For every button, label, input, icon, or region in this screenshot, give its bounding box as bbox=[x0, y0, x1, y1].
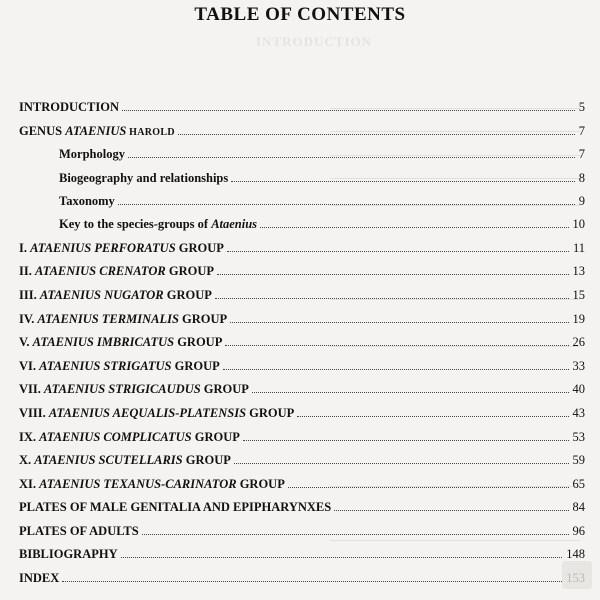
dot-leader bbox=[215, 298, 569, 299]
toc-entry-label: PLATES OF MALE GENITALIA AND EPIPHARYNXES bbox=[19, 500, 332, 515]
dot-leader bbox=[252, 392, 569, 393]
toc-entry-introduction[interactable] bbox=[19, 100, 585, 124]
dot-leader bbox=[225, 345, 568, 346]
toc-entry-label: PLATES OF ADULTS bbox=[19, 523, 139, 538]
toc-page-number: 10 bbox=[572, 217, 585, 232]
toc-entry-genus-ataenius[interactable] bbox=[19, 124, 585, 148]
toc-entry-label: BIBLIOGRAPHY bbox=[19, 547, 118, 562]
toc-page-number: 15 bbox=[572, 287, 585, 302]
toc-page-number: 65 bbox=[572, 476, 585, 491]
toc-entry-label: INDEX bbox=[19, 571, 60, 586]
toc-entry-label: VI. ATAENIUS STRIGATUS GROUP bbox=[19, 358, 220, 373]
toc-page-number: 19 bbox=[572, 311, 585, 326]
toc-page-number: 7 bbox=[578, 123, 585, 138]
show-through-heading: INTRODUCTION bbox=[256, 34, 373, 49]
dot-leader bbox=[178, 134, 575, 135]
dot-leader bbox=[118, 204, 575, 205]
toc-entry-terminalis-group[interactable] bbox=[19, 312, 585, 336]
toc-entry-strigatus-group[interactable] bbox=[19, 359, 585, 383]
toc-page-number: 8 bbox=[578, 170, 585, 185]
toc-entry-label: V. ATAENIUS IMBRICATUS GROUP bbox=[19, 335, 223, 350]
toc-page-number: 148 bbox=[566, 547, 585, 562]
toc-entry-key-species-groups[interactable] bbox=[19, 217, 585, 240]
dot-leader bbox=[227, 251, 569, 252]
watermark-stamp bbox=[562, 561, 592, 589]
toc-entry-label: Key to the species-groups of Ataenius bbox=[59, 217, 258, 232]
dot-leader bbox=[243, 440, 569, 441]
toc-page-number: 84 bbox=[572, 500, 585, 515]
toc-page-number: 53 bbox=[572, 429, 585, 444]
toc-entry-imbricatus-group[interactable] bbox=[19, 335, 585, 359]
table-of-contents bbox=[19, 100, 585, 595]
toc-entry-label: Biogeography and relationships bbox=[59, 170, 229, 185]
toc-entry-label: II. ATAENIUS CRENATOR GROUP bbox=[19, 264, 214, 279]
toc-entry-label: Taxonomy bbox=[59, 193, 115, 208]
toc-entry-label: GENUS ATAENIUS HAROLD bbox=[19, 123, 175, 138]
dot-leader bbox=[230, 322, 568, 323]
dot-leader bbox=[231, 181, 574, 182]
toc-page-number: 13 bbox=[572, 264, 585, 279]
toc-page-number: 9 bbox=[578, 193, 585, 208]
toc-entry-label: IV. ATAENIUS TERMINALIS GROUP bbox=[19, 311, 228, 326]
toc-page-number: 7 bbox=[578, 147, 585, 162]
toc-entry-label: I. ATAENIUS PERFORATUS GROUP bbox=[19, 240, 224, 255]
toc-entry-label: INTRODUCTION bbox=[19, 100, 120, 114]
toc-page-number: 96 bbox=[572, 523, 585, 538]
toc-entry-label: Morphology bbox=[59, 147, 125, 162]
dot-leader bbox=[260, 227, 568, 228]
toc-entry-strigicaudus-group[interactable] bbox=[19, 382, 585, 406]
toc-page-number: 43 bbox=[572, 405, 585, 420]
toc-entry-biogeography[interactable] bbox=[19, 171, 585, 194]
dot-leader bbox=[62, 581, 562, 582]
toc-entry-label: XI. ATAENIUS TEXANUS-CARINATOR GROUP bbox=[19, 476, 285, 491]
page-title: TABLE OF CONTENTS bbox=[194, 4, 406, 25]
toc-page-number: 59 bbox=[572, 453, 585, 468]
dot-leader bbox=[121, 557, 563, 558]
toc-entry-index[interactable] bbox=[19, 571, 585, 595]
toc-page-number: 33 bbox=[572, 358, 585, 373]
toc-entry-complicatus-group[interactable] bbox=[19, 430, 585, 454]
dot-leader bbox=[142, 534, 569, 535]
toc-entry-label: X. ATAENIUS SCUTELLARIS GROUP bbox=[19, 453, 231, 468]
toc-entry-bibliography[interactable] bbox=[19, 547, 585, 571]
toc-entry-texanus-carinator-group[interactable] bbox=[19, 477, 585, 501]
toc-entry-scutellaris-group[interactable] bbox=[19, 453, 585, 477]
dot-leader bbox=[288, 487, 569, 488]
dot-leader bbox=[217, 274, 569, 275]
toc-entry-plates-adults[interactable] bbox=[19, 524, 585, 548]
toc-entry-aequalis-platensis-group[interactable] bbox=[19, 406, 585, 430]
dot-leader bbox=[128, 157, 575, 158]
dot-leader bbox=[234, 463, 569, 464]
toc-entry-label: VII. ATAENIUS STRIGICAUDUS GROUP bbox=[19, 382, 249, 397]
toc-page-number: 11 bbox=[572, 240, 585, 255]
toc-entry-morphology[interactable] bbox=[19, 147, 585, 170]
toc-page-number: 26 bbox=[572, 335, 585, 350]
dot-leader bbox=[122, 110, 575, 111]
toc-entry-taxonomy[interactable] bbox=[19, 194, 585, 217]
toc-entry-nugator-group[interactable] bbox=[19, 288, 585, 312]
toc-entry-label: VIII. ATAENIUS AEQUALIS-PLATENSIS GROUP bbox=[19, 405, 295, 420]
toc-page-number: 40 bbox=[572, 382, 585, 397]
toc-page-number: 5 bbox=[578, 100, 585, 114]
dot-leader bbox=[223, 369, 569, 370]
dot-leader bbox=[297, 416, 568, 417]
toc-entry-plates-genitalia[interactable] bbox=[19, 500, 585, 524]
dot-leader bbox=[334, 510, 568, 511]
toc-entry-perforatus-group[interactable] bbox=[19, 241, 585, 265]
toc-entry-label: IX. ATAENIUS COMPLICATUS GROUP bbox=[19, 429, 240, 444]
toc-entry-crenator-group[interactable] bbox=[19, 264, 585, 288]
toc-entry-label: III. ATAENIUS NUGATOR GROUP bbox=[19, 287, 212, 302]
